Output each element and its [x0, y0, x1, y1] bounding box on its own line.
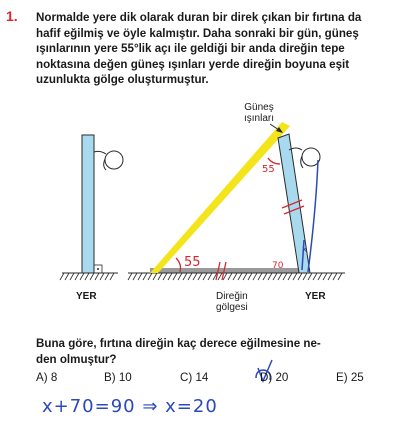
ground-label-right: YER [305, 291, 326, 302]
stem-line: ışınlarının yere 55°lik açı ile geldiği bir anda direğin tepe [36, 42, 345, 56]
angle-label-x: x [302, 245, 308, 255]
left-ground [60, 273, 118, 280]
upright-pole-body [82, 135, 94, 273]
handwritten-equation: x+70=90 ⇒ x=20 [42, 396, 218, 417]
angle-label-top: 55 [262, 164, 275, 175]
right-angle-dot [97, 268, 99, 270]
shadow-label [216, 291, 248, 313]
vertical-reference-line [308, 160, 318, 272]
choice-b[interactable]: B) 10 [104, 371, 132, 384]
ground-label-left: YER [76, 291, 97, 302]
question-line: den olmuştur? [36, 352, 117, 366]
sun-rays-label [244, 102, 274, 124]
sun-ray [150, 122, 290, 273]
question-prompt [36, 336, 376, 367]
stem-line: hafif eğilmiş ve öyle kalmıştır. Daha sonraki bir gün, güneş [36, 26, 359, 40]
question-line: Buna göre, fırtına direğin kaç derece eğilmesine ne- [36, 337, 321, 350]
choice-a[interactable]: A) 8 [36, 371, 58, 384]
shadow-label-line2: gölgesi [216, 302, 248, 313]
leaning-pole [278, 134, 320, 273]
upright-pole [82, 135, 123, 273]
upright-pole-lamp-arm [94, 151, 106, 154]
stem-line: Normalde yere dik olarak duran bir direk çıkan bir fırtına da [36, 11, 362, 24]
upright-pole-lamp [105, 151, 123, 169]
angle-label-ground: 55 [184, 255, 201, 270]
question-number: 1. [6, 8, 18, 24]
shadow-label-line1: Direğin [216, 291, 248, 302]
angle-label-base: 70 [272, 261, 284, 271]
leaning-pole-lamp-hook [301, 156, 303, 168]
choice-c[interactable]: C) 14 [180, 371, 209, 384]
choice-d[interactable]: D) 20 [260, 371, 289, 384]
stem-line: noktasına değen güneş ışınları yerde direğin boyuna eşit [36, 57, 350, 71]
choice-e[interactable]: E) 25 [336, 371, 364, 384]
stem-line: uzunlukta gölge oluşturmuştur. [36, 73, 209, 87]
sun-rays-label-line2: ışınları [244, 113, 275, 124]
sun-rays-label-line1: Güneş [244, 102, 274, 113]
